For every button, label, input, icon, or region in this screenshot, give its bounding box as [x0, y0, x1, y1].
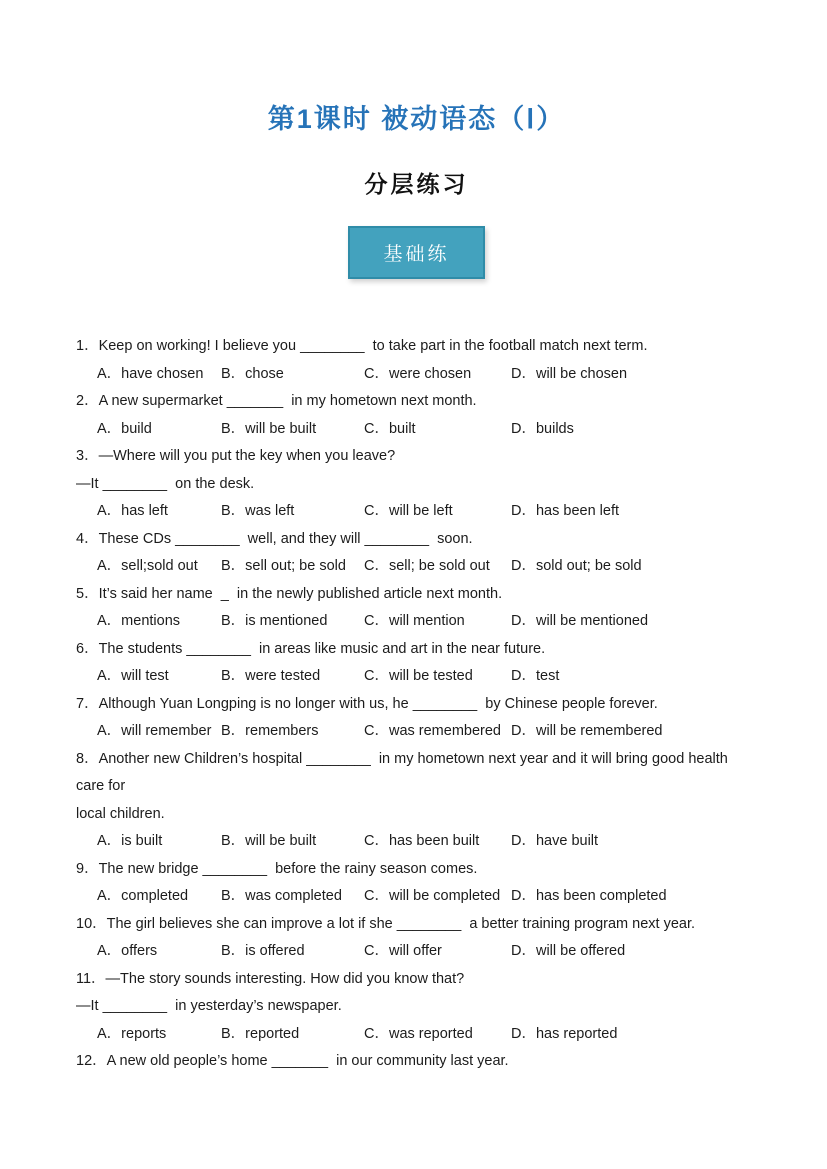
question-2-option-d: D．builds [511, 420, 574, 437]
question-9-option-d: D．has been completed [511, 888, 667, 904]
question-2-line-1: 2．A new supermarket _______ in my hometown next month. [76, 393, 477, 409]
question-6-option-c: C．will be tested [364, 668, 473, 684]
question-8 [76, 746, 757, 856]
question-5-option-c: C．will mention [364, 613, 465, 629]
question-10-option-b: B．is offered [221, 943, 305, 959]
question-7-option-b: B．remembers [221, 723, 319, 739]
question-7-option-a: A．will remember [97, 723, 212, 739]
question-5-option-d: D．will be mentioned [511, 613, 649, 629]
question-10-option-a: A．offers [97, 943, 158, 959]
question-11 [76, 966, 757, 1049]
question-1-option-b: B．chose [221, 365, 284, 382]
question-5-option-b: B．is mentioned [221, 613, 328, 629]
question-11-option-a: A．reports [97, 1025, 167, 1042]
question-4-option-b: B．sell out; be sold [221, 558, 346, 574]
question-5-options-row [76, 608, 757, 636]
question-4-option-c: C．sell; be sold out [364, 558, 490, 574]
question-6-line-1: 6．The students ________ in areas like music and art in the near future. [76, 640, 546, 657]
question-1-options-row [76, 361, 757, 389]
question-6-options-row [76, 663, 757, 691]
question-6-option-b: B．were tested [221, 668, 321, 684]
question-4-line-1: 4．These CDs ________ well, and they will ________ soon. [76, 530, 473, 547]
question-6-option-d: D．test [511, 668, 560, 684]
question-9-option-b: B．was completed [221, 888, 342, 904]
question-11-option-d: D．has reported [511, 1025, 618, 1042]
question-2-option-a: A．build [97, 420, 152, 437]
section-badge-basic-practice: 基础练 [348, 226, 484, 279]
question-4-options-row [76, 553, 757, 581]
question-2-option-c: C．built [364, 420, 416, 437]
question-7 [76, 691, 757, 746]
question-8-option-c: C．has been built [364, 833, 480, 849]
question-7-options-row [76, 718, 757, 746]
question-9-option-a: A．completed [97, 888, 189, 904]
question-8-line-1: 8．Another new Children’s hospital ________ in my hometown next year and it will bring good health care for [76, 750, 732, 794]
question-4 [76, 526, 757, 581]
question-1-line-1: 1．Keep on working! I believe you ________ to take part in the football match next term. [76, 338, 648, 354]
question-4-option-d: D．sold out; be sold [511, 558, 642, 574]
question-4-option-a: A．sell;sold out [97, 558, 198, 574]
question-2-option-b: B．will be built [221, 420, 317, 437]
question-3-option-b: B．was left [221, 503, 295, 519]
question-10-line-1: 10．The girl believes she can improve a lot if she ________ a better training program next year. [76, 915, 696, 932]
question-5-line-1: 5．It’s said her name _ in the newly published article next month. [76, 585, 503, 602]
question-10-options-row [76, 938, 757, 966]
question-7-option-c: C．was remembered [364, 723, 501, 739]
question-3-option-c: C．will be left [364, 503, 453, 519]
question-11-line-1: 11．—The story sounds interesting. How did you know that? [76, 970, 465, 987]
question-6 [76, 636, 757, 691]
question-11-option-c: C．was reported [364, 1025, 473, 1042]
question-list [76, 333, 757, 1076]
question-12 [76, 1048, 757, 1076]
question-3-option-d: D．has been left [511, 503, 620, 519]
question-11-options-row [76, 1021, 757, 1049]
question-9-options-row [76, 883, 757, 911]
question-11-option-b: B．reported [221, 1025, 300, 1042]
question-8-option-b: B．will be built [221, 833, 317, 849]
question-9 [76, 856, 757, 911]
question-3-line-1: 3．—Where will you put the key when you leave? [76, 448, 396, 464]
question-8-line-2: local children. [76, 805, 165, 822]
question-7-line-1: 7．Although Yuan Longping is no longer with us, he ________ by Chinese people forever. [76, 695, 658, 712]
question-6-option-a: A．will test [97, 668, 169, 684]
question-2 [76, 388, 757, 443]
question-10-option-d: D．will be offered [511, 943, 626, 959]
page-subtitle: 分层练习 [364, 171, 469, 198]
question-3-option-a: A．has left [97, 503, 168, 519]
question-11-line-2: —It ________ in yesterday’s newspaper. [76, 998, 342, 1014]
question-7-option-d: D．will be remembered [511, 723, 663, 739]
question-2-options-row [76, 416, 757, 444]
question-3-options-row [76, 498, 757, 526]
question-9-line-1: 9．The new bridge ________ before the rainy season comes. [76, 860, 478, 877]
question-12-line-1: 12．A new old people’s home _______ in our community last year. [76, 1053, 509, 1069]
question-5 [76, 581, 757, 636]
question-8-options-row [76, 828, 757, 856]
question-1 [76, 333, 757, 388]
question-5-option-a: A．mentions [97, 613, 181, 629]
question-8-option-a: A．is built [97, 833, 163, 849]
question-9-option-c: C．will be completed [364, 888, 501, 904]
section-badge-wrap [76, 226, 757, 279]
question-3 [76, 443, 757, 526]
question-3-line-2: —It ________ on the desk. [76, 475, 255, 492]
question-1-option-a: A．have chosen [97, 365, 204, 382]
question-1-option-c: C．were chosen [364, 365, 472, 382]
question-10-option-c: C．will offer [364, 943, 442, 959]
question-10 [76, 911, 757, 966]
question-1-option-d: D．will be chosen [511, 365, 628, 382]
question-8-option-d: D．have built [511, 833, 599, 849]
page-title: 第1课时 被动语态（Ⅰ） [267, 104, 566, 134]
